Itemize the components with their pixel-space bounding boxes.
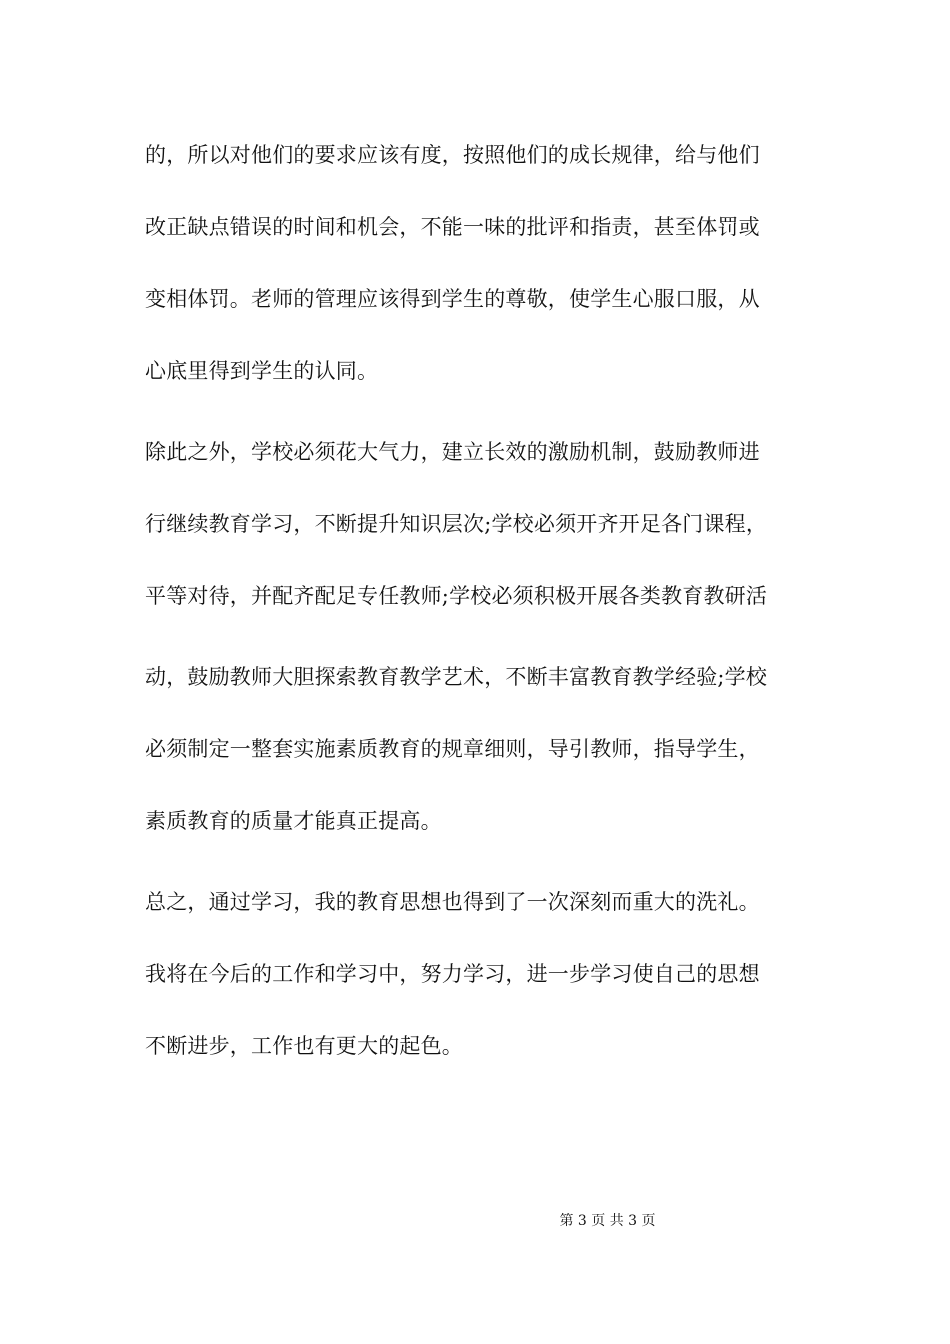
text-line: 行继续教育学习，不断提升知识层次;学校必须开齐开足各门课程， (145, 512, 768, 536)
text-line: 变相体罚。老师的管理应该得到学生的尊敬，使学生心服口服，从 (145, 287, 760, 311)
text-line: 总之，通过学习，我的教育思想也得到了一次深刻而重大的洗礼。 (145, 890, 760, 914)
text-line: 动，鼓励教师大胆探索教育教学艺术，不断丰富教育教学经验;学校 (145, 665, 768, 689)
text-line: 改正缺点错误的时间和机会，不能一味的批评和指责，甚至体罚或 (145, 215, 760, 239)
text-line: 心底里得到学生的认同。 (145, 359, 379, 383)
text-line: 我将在今后的工作和学习中，努力学习，进一步学习使自己的思想 (145, 962, 760, 986)
text-line: 的，所以对他们的要求应该有度，按照他们的成长规律，给与他们 (145, 143, 760, 167)
text-line: 必须制定一整套实施素质教育的规章细则，导引教师，指导学生， (145, 737, 760, 761)
text-line: 不断进步，工作也有更大的起色。 (145, 1034, 463, 1058)
text-line: 素质教育的质量才能真正提高。 (145, 809, 442, 833)
text-line: 平等对待，并配齐配足专任教师;学校必须积极开展各类教育教研活 (145, 584, 768, 608)
page-number-footer: 第 3 页 共 3 页 (559, 1213, 656, 1229)
text-line: 除此之外，学校必须花大气力，建立长效的激励机制，鼓励教师进 (145, 440, 760, 464)
